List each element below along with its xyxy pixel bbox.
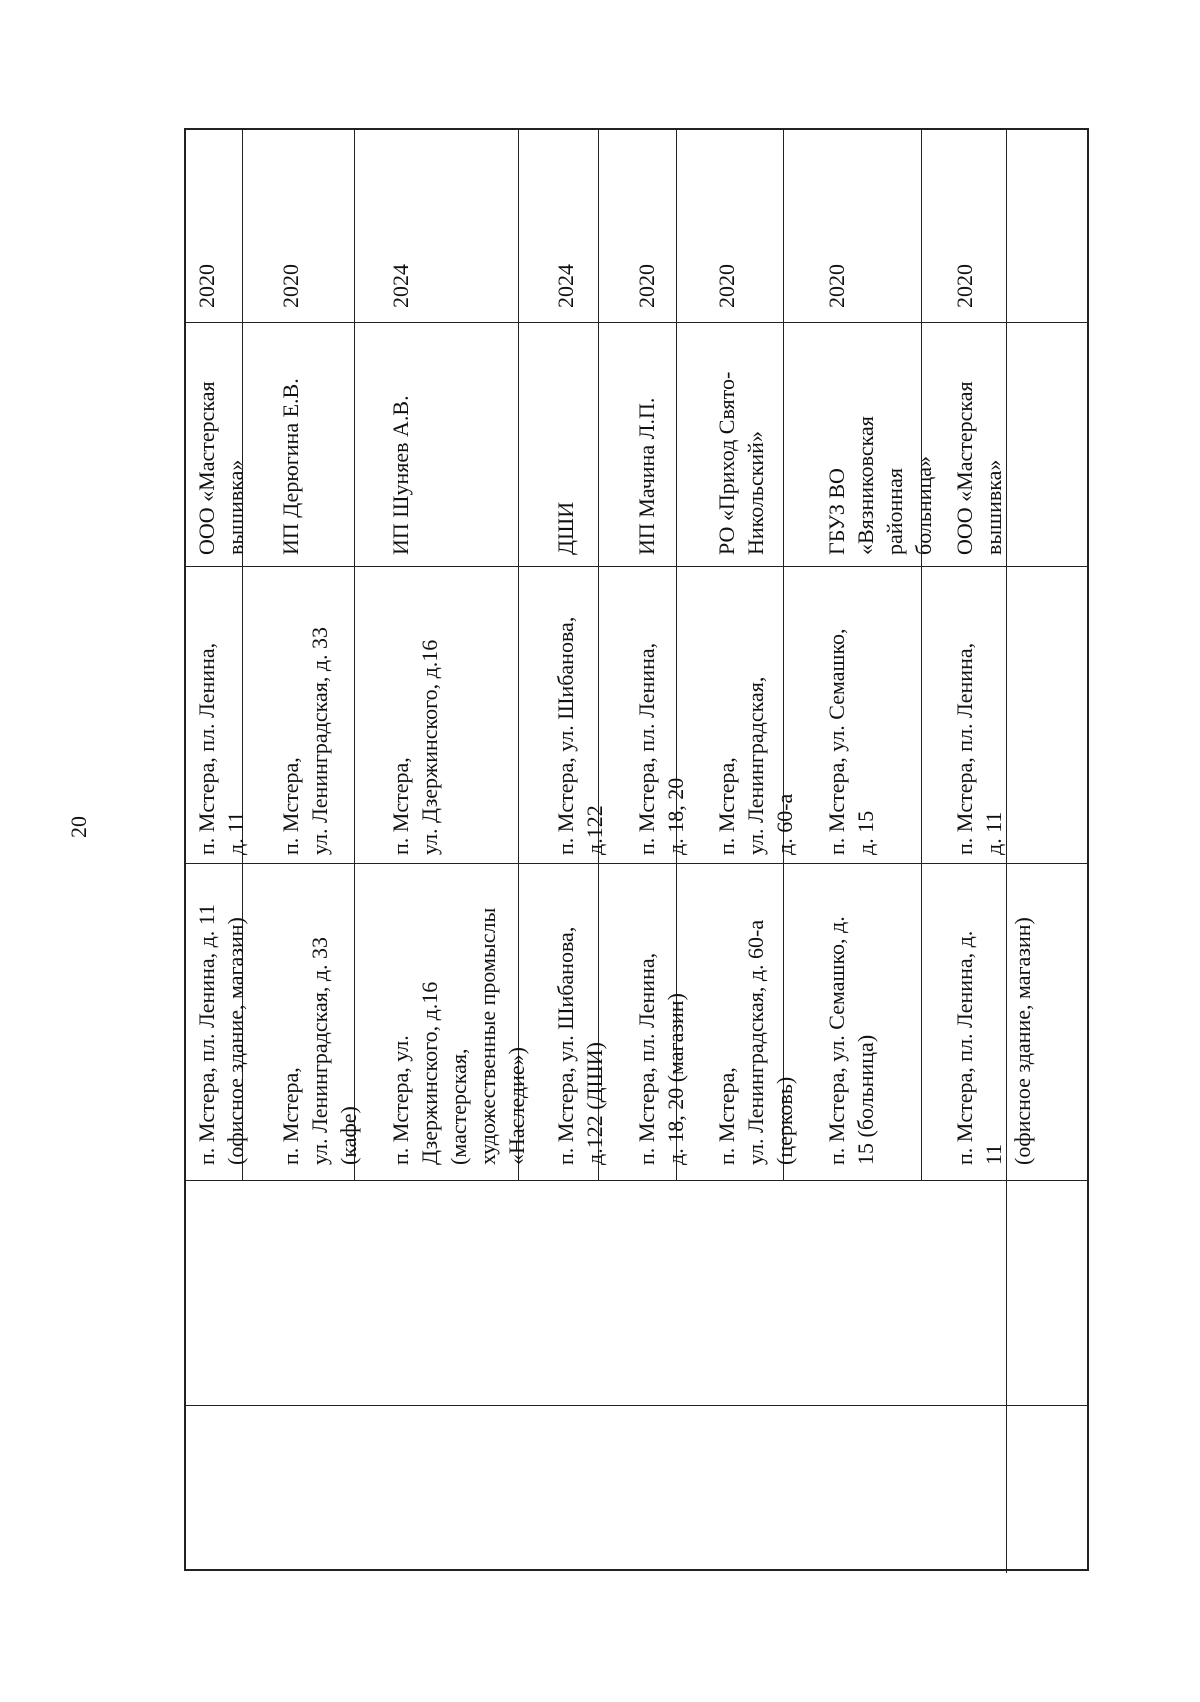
cell-address: п. Мстера, пл. Ленина, д. 11 (952, 642, 1006, 855)
cell-address: п. Мстера, ул. Ленинградская, д. 33 (278, 626, 332, 855)
cell-object: п. Мстера, пл. Ленина, д. 11 (офисное здание, магазин) (194, 904, 248, 1165)
column-divider (186, 322, 1087, 323)
cell-address: п. Мстера, пл. Ленина, д. 18, 20 (634, 642, 688, 855)
cell-owner: ДШИ (553, 501, 578, 555)
cell-owner: ИП Дерюгина Е.В. (278, 378, 303, 555)
cell-owner: ООО «Мастерская вышивка» (952, 381, 1006, 555)
column-divider (186, 566, 1087, 567)
cell-year: 2024 (388, 264, 413, 308)
cell-address: п. Мстера, ул. Шибанова, д.122 (553, 616, 607, 855)
column-divider (186, 1405, 1087, 1406)
cell-owner: РО «Приход Свято- Никольский» (714, 371, 768, 555)
cell-address: п. Мстера, ул. Ленинградская, д. 60-а (714, 676, 797, 855)
cell-object: п. Мстера, ул. Ленинградская, д. 33 (кафе) (278, 936, 361, 1165)
cell-object: п. Мстера, ул. Ленинградская, д. 60-а (церковь) (714, 919, 797, 1165)
cell-year: 2024 (553, 264, 578, 308)
cell-owner: ИП Мачина Л.П. (634, 397, 659, 555)
cell-year: 2020 (714, 264, 739, 308)
column-divider (186, 1180, 1087, 1181)
row-divider (921, 130, 922, 1180)
cell-owner: ООО «Мастерская вышивка» (194, 381, 248, 555)
column-divider (186, 863, 1087, 864)
cell-object: п. Мстера, пл. Ленина, д. 11 (офисное здание, магазин) (952, 917, 1035, 1165)
cell-object: п. Мстера, ул. Семашко, д. 15 (больница) (824, 916, 878, 1165)
cell-object: п. Мстера, пл. Ленина, д. 18, 20 (магазин) (634, 952, 688, 1165)
page-number: 20 (66, 816, 91, 838)
cell-owner: ИП Шуняев А.В. (388, 395, 413, 555)
cell-year: 2020 (278, 264, 303, 308)
cell-object: п. Мстера, ул. Шибанова, д.122 (ДШИ) (553, 926, 607, 1165)
cell-owner: ГБУЗ ВО «Вязниковская районная больница» (824, 416, 936, 555)
cell-year: 2020 (634, 264, 659, 308)
cell-address: п. Мстера, ул. Семашко, д. 15 (824, 628, 878, 855)
cell-year: 2020 (194, 264, 219, 308)
cell-address: п. Мстера, ул. Дзержинского, д.16 (388, 639, 442, 855)
cell-address: п. Мстера, пл. Ленина, д. 11 (194, 642, 248, 855)
cell-year: 2020 (824, 264, 849, 308)
cell-year: 2020 (952, 264, 977, 308)
cell-object: п. Мстера, ул. Дзержинского, д.16 (мастерская, художественные промыслы «Наследие») (388, 907, 529, 1165)
